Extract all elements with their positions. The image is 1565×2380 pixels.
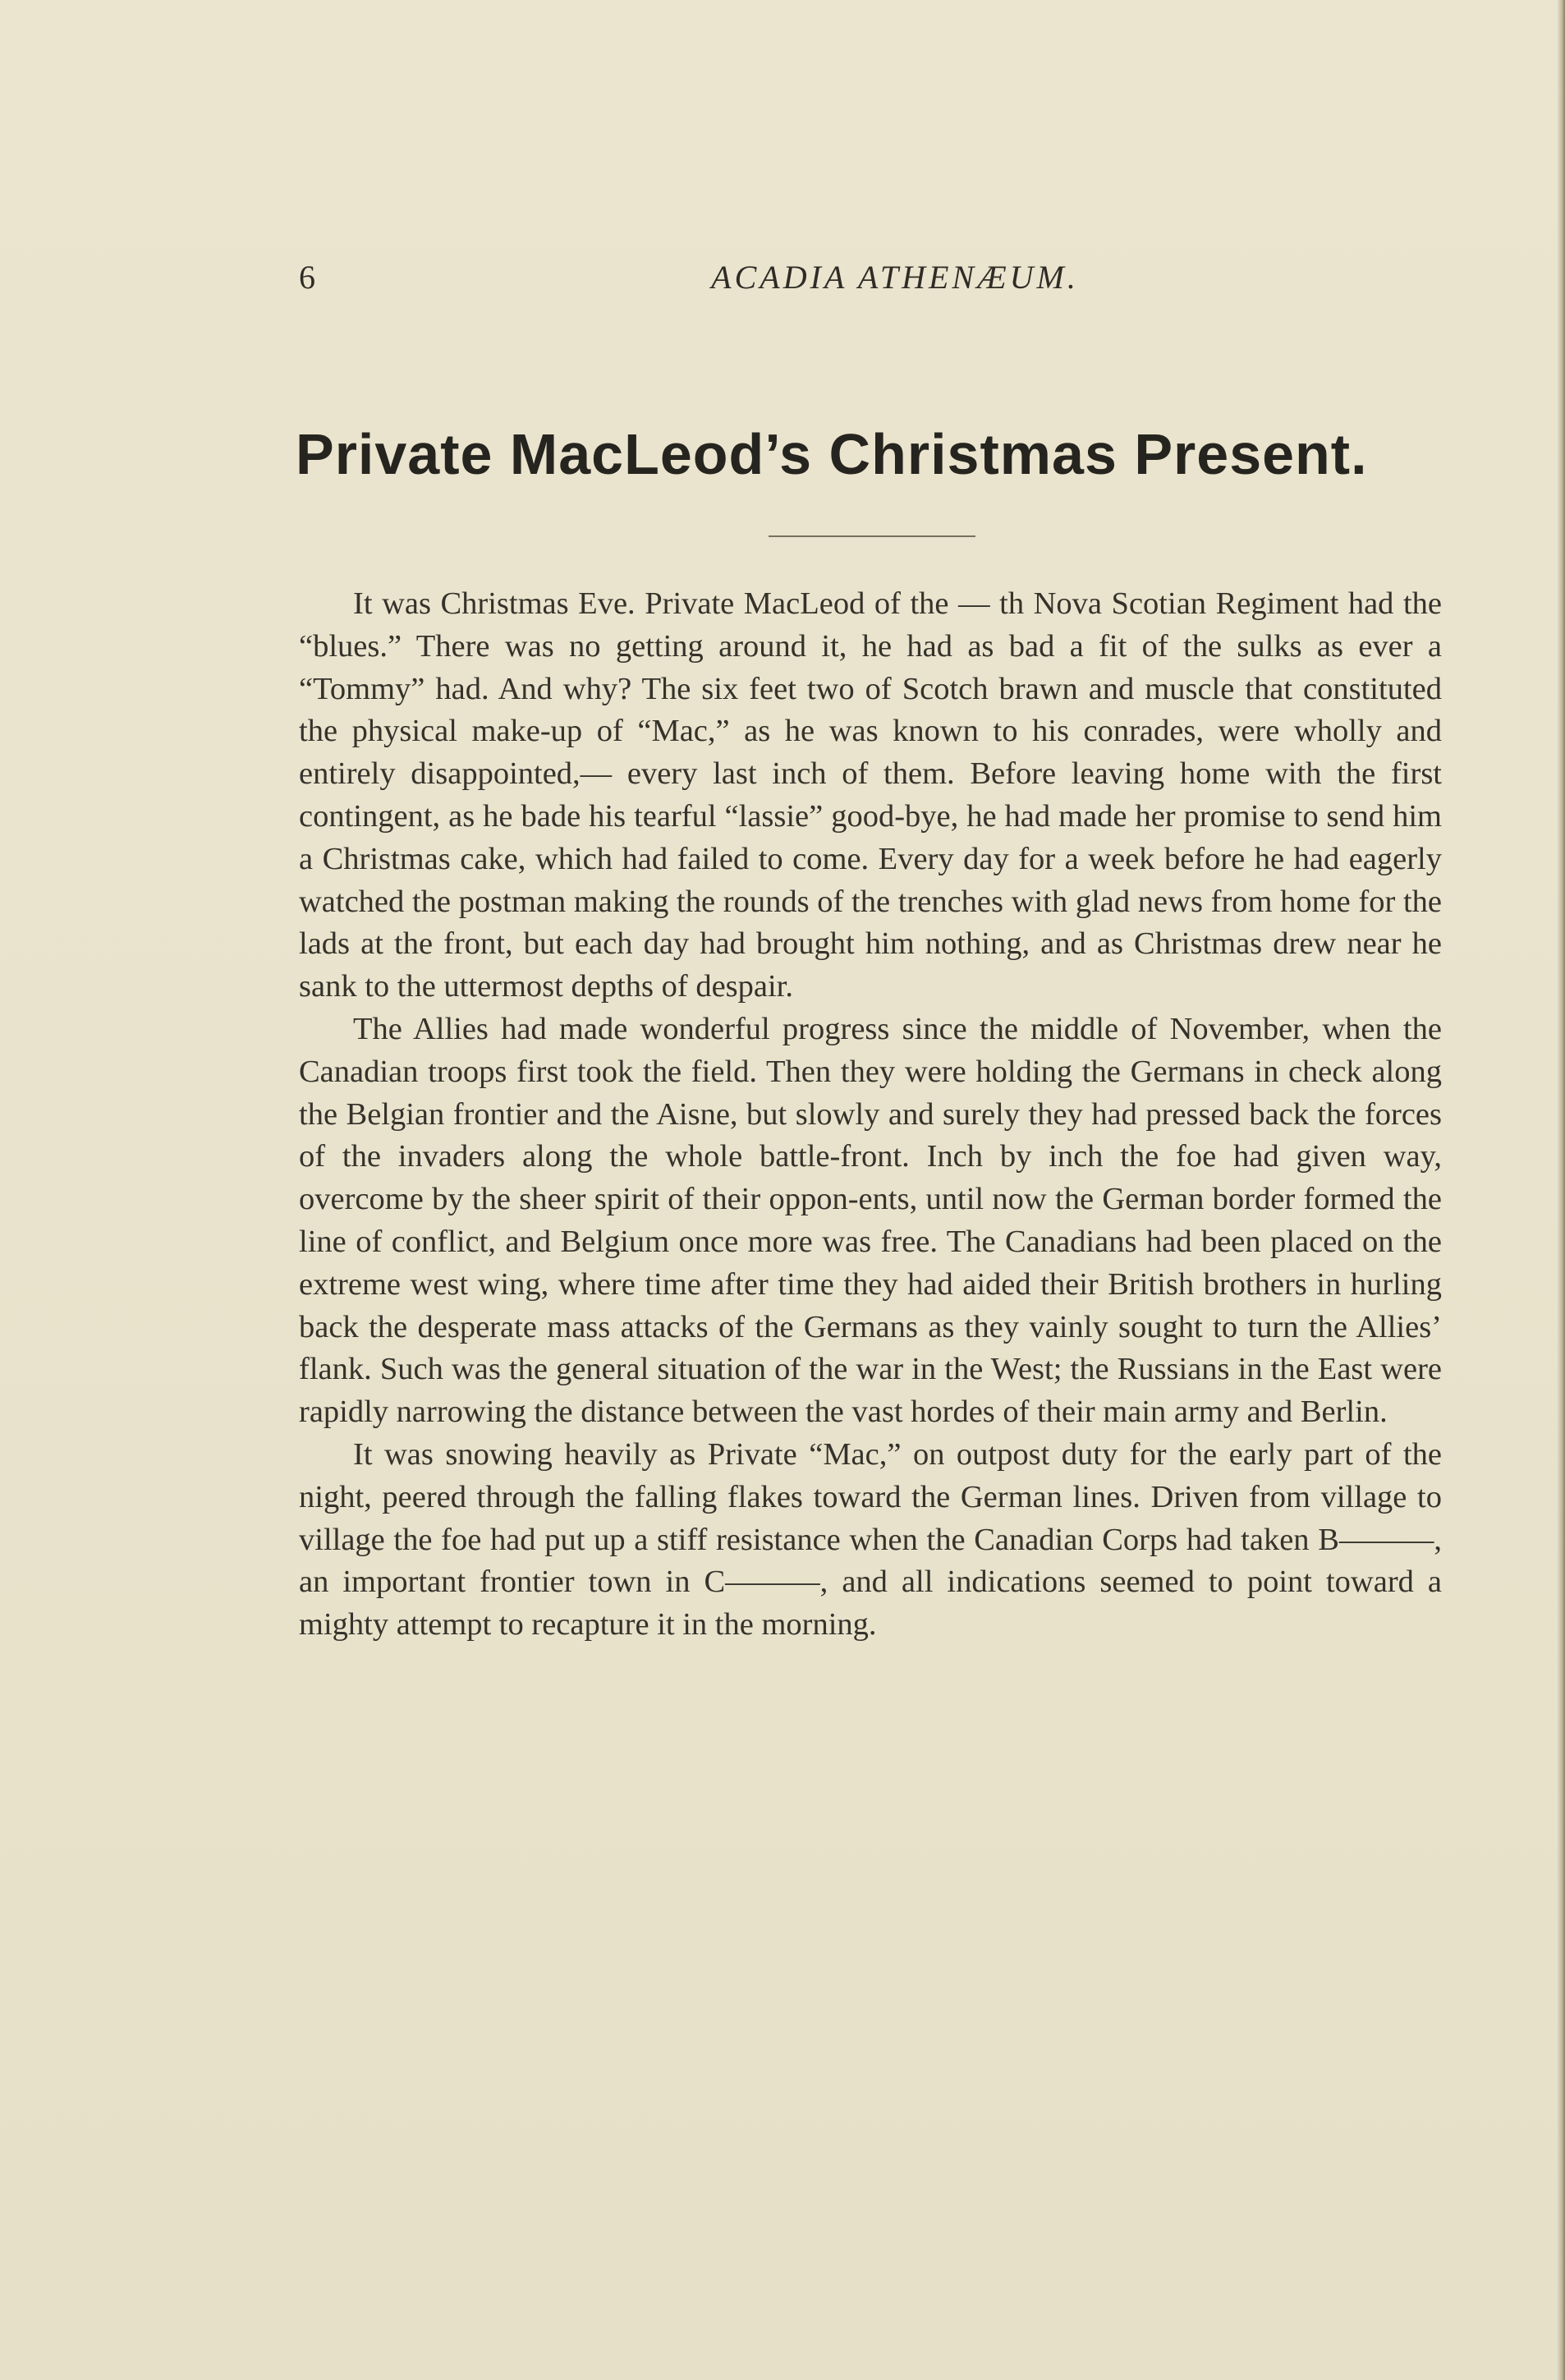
paragraph-1: It was Christmas Eve. Private MacLeod of the — th Nova Scotian Regiment had the “blues.” There was no getting around it, he had as bad a fit of the sulks as ever a “Tommy” had. And why? The six feet two of Scotch brawn and muscle that constituted the physical make-up of “Mac,” as he was known to his conrades, were wholly and entirely disappointed,— every last inch of them. Before leaving home with the first contingent, as he bade his tearful “lassie” good-bye, he had made her promise to send him a Christmas cake, which had failed to come. Every day for a week before he had eagerly watched the postman making the rounds of the trenches with glad news from home for the lads at the front, but each day had brought him nothing, and as Christmas drew near he sank to the uttermost depths of despair. — [299, 586, 1442, 1004]
paragraph-3: It was snowing heavily as Private “Mac,” on outpost duty for the early part of the night, peered through the falling flakes toward the German lines. Driven from village to village the foe had put up a stiff resistance when the Canadian Corps had taken B———, an important frontier town in C———, and all indications seemed to point toward a mighty attempt to recapture it in the morning. — [299, 1436, 1442, 1643]
page-edge-shadow — [1557, 0, 1565, 2380]
article-body — [299, 583, 1442, 1647]
page-number: 6 — [299, 259, 315, 296]
paragraph-2: The Allies had made wonderful progress since the middle of November, when the Canadian troops first took the field. Then they were holding the Germans in check along the Belgian frontier and the Aisne, but slowly and surely they had pressed back the forces of the invaders along the whole battle-front. Inch by inch the foe had given way, overcome by the sheer spirit of their oppon-ents, until now the German border formed the line of conflict, and Belgium once more was free. The Canadians had been placed on the extreme west wing, where time after time they had aided their British brothers in hurling back the desperate mass attacks of the Germans as they vainly sought to turn the Allies’ flank. Such was the general situation of the war in the West; the Russians in the East were rapidly narrowing the distance between the vast hordes of their main army and Berlin. — [299, 1011, 1442, 1430]
running-head: ACADIA ATHENÆUM. — [711, 259, 1079, 296]
title-divider — [769, 535, 975, 537]
article-title: Private MacLeod’s Christmas Present. — [296, 422, 1368, 486]
page-header — [299, 256, 1442, 299]
